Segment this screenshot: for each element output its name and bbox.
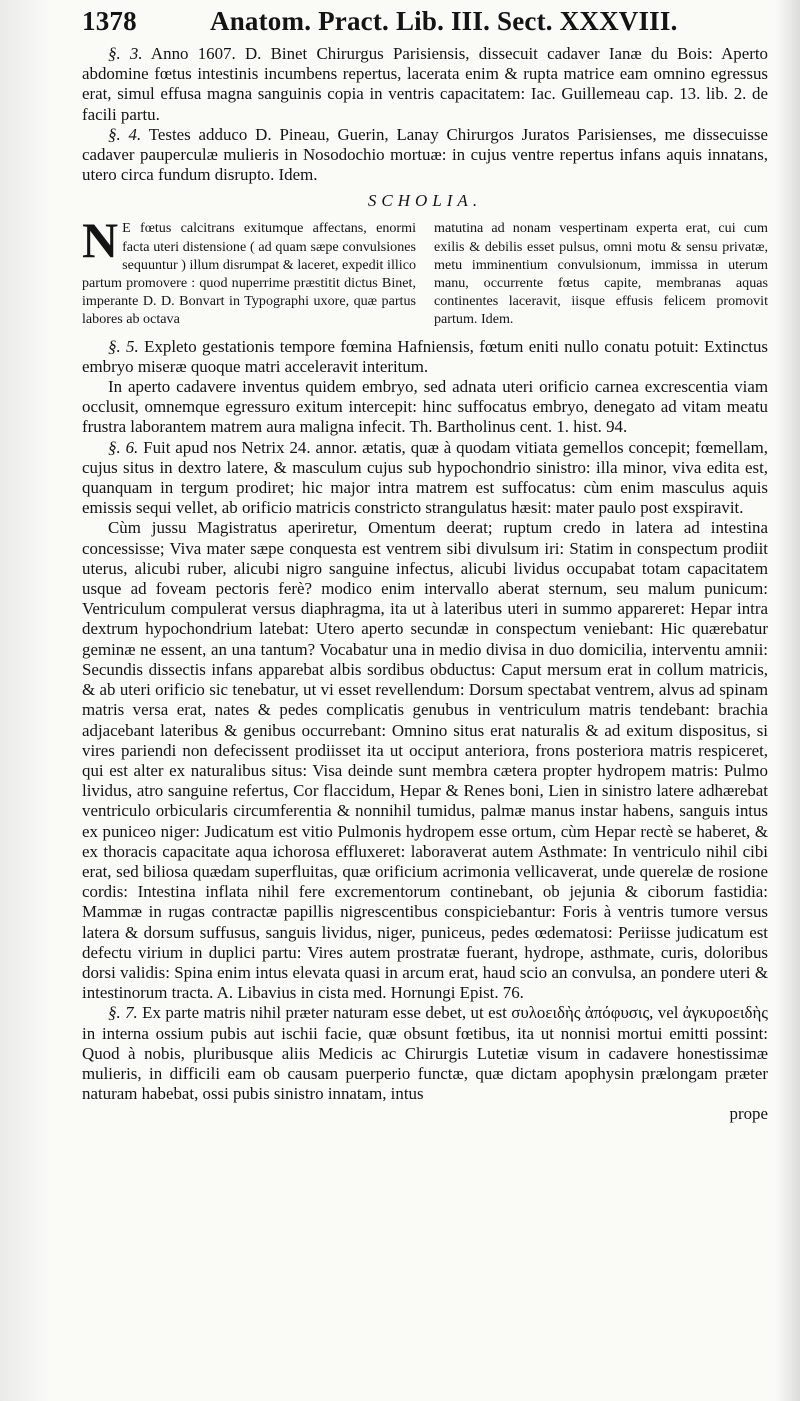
paragraph-text: Ex parte matris nihil præter naturam esse debet, ut est συλοειδὴς ἀπόφυσις, vel ἀγκυροειδὴς in interna ossium pubis aut ischii facie, quæ obsunt fœtibus, ita ut nonnisi mortui emitti possint: Quod à nobis, pluribusque aliis Medicis ac Chirurgis Lutetiæ visum in cadavere honestissimæ mulieris, in difficili eam ob causam puerperio functæ, quæ dictam apophysin prælongam præter naturam habebat, ossi pubis sinistro innatam, intus xyxy=(82,1003,768,1104)
paragraph-s6-cont xyxy=(82,518,768,1003)
section-mark: §. 3. xyxy=(108,44,143,63)
paragraph-text: Cùm jussu Magistratus aperiretur, Omentum deerat; ruptum credo in latera ad intestina concessisse; Viva mater sæpe conquesta est ventrem sibi divulsum iri: Statim in conspectum prodiit uterus, alicubi ruber, alicubi nigro sanguine infectus, alicubi lividus occupabat totam capacitatem usque ad foveam pectoris ferè? modico enim intervallo aberat sternum, seu malum punicum: Ventriculum compulerat versus diaphragma, ita ut à lateribus uteri in summo appareret: Hepar intra dextrum hypochondrium latebat: Utero aperto secundæ in conspectum veniebant: Hic quærebatur geminæ ne essent, an una tantum? Vocabatur una in medio divisa in duo domicilia, interventu amnii: Secundis dissectis infans apparebat albis sordibus obductus: Caput mersum erat in collum matricis, & ab uteri orificio sic tenebatur, ut vi esset revellendum: Dorsum spectabat ventrem, alvus ad spinam matris versa erat, nates & pedes complicatis genubus in ventriculum matris tendebant: brachia adjacebant lateribus & genibus occurrebant: Omnino situs erat naturalis & ad exitum dispositus, si vires pariendi non defecissent prodiisset ita ut occiput anteriora, frons posteriora matris respiceret, qui est alter ex naturalibus situs: Visa deinde sunt membra cætera propter hydropem matris: Pulmo lividus, atro sanguine refertus, Cor flaccidum, Hepar & Renes boni, Lien in sinistro latere adhærebat ventriculo orbicularis circumferentia & nonnihil tumidus, palmæ manus instar habens, sanguis intus ex puniceo niger: Judicatum est vitio Pulmonis hydropem esse ortum, cùm Hepar rectè se haberet, & ex thoracis capacitate aqua ichorosa effluxeret: laboraverat autem Asthmate: In ventriculo nihil cibi erat, sed biliosa quædam superfluitas, quæ orificium acrimonia vellicaverat, unde querelæ de rosione cordis: Intestina inflata nihil fere excrementorum continebant, ob jejunia & ciborum fastidia: Mammæ in rugas contractæ papillis nigrescentibus conspiciebantur: Foris à ventris tumore versus latera & dorsum suffusus, sanguis lividus, niger, puniceus, pedes œdematosi: Periisse judicatum est defectu virium in duplici partu: Vires autem prostratæ fuerant, hydrope, asthmate, curis, doloribus dorsi validis: Spina enim intus elevata quasi in arcum erat, haud scio an convulsa, an pondere uteri & intestinorum tracta. A. Libavius in cista med. Hornungi Epist. 76. xyxy=(82,518,768,1003)
running-head: Anatom. Pract. Lib. III. Sect. XXXVIII. xyxy=(210,6,678,36)
paragraph-s5 xyxy=(82,337,768,377)
section-mark: §. 4. xyxy=(108,124,142,144)
scholia-right-text: matutina ad nonam vespertinam experta erat, cui cum exilis & debilis esset pulsus, omni motu & sensu privatæ, metu imminentium convulsionum, immissa in uterum manu, occurrente fœtus capite, membranas aquas continentes laceravit, iisque effusis felicem promovit partum. Idem. xyxy=(434,220,768,328)
scholia-columns xyxy=(82,212,768,328)
page-header xyxy=(82,0,768,44)
section-mark: §. 5. xyxy=(108,336,139,356)
section-mark: §. 6. xyxy=(108,437,139,457)
paragraph-text: Fuit apud nos Netrix 24. annor. ætatis, quæ à quodam vitiata gemellos concepit; fœmellam, cujus situs in dextro latere, & masculum cujus sub hypochondrio sinistro: illa minor, viva edita est, quanquam in tergum prodiret; hic major intra matrem est suffocatus: cùm enim masculus aquis emissis sequi vellet, ab orificio matricis constricto strangulatus hæsit: mater paulo post exspiravit. xyxy=(82,437,768,518)
paragraph-text: Testes adduco D. Pineau, Guerin, Lanay Chirurgos Juratos Parisienses, me dissecuisse cadaver pauperculæ mulieris in Nosodochio mortuæ: in cujus ventre repertus infans aquis innatans, utero circa fundum disrupto. Idem. xyxy=(82,124,768,185)
page-number: 1378 xyxy=(82,6,137,36)
catchword: prope xyxy=(729,1104,768,1124)
paragraph-s7 xyxy=(82,1003,768,1104)
paragraph-s6 xyxy=(82,438,768,519)
scholia-left-column xyxy=(82,212,416,328)
page-gutter-shadow xyxy=(0,0,50,1401)
scholia-right-column xyxy=(434,219,768,328)
paragraph-text: Expleto gestationis tempore fœmina Hafniensis, fœtum eniti nullo conatu potuit: Extinctus embryo miseræ quoque matri acceleravit interitum. xyxy=(82,336,768,376)
paragraph-text: Anno 1607. D. Binet Chirurgus Parisiensis, dissecuit cadaver Ianæ du Bois: Aperto abdomine fœtus intestinis incumbens repertus, lacerata enim & rupta matrice eam omnino egressus erat, simul effusa magna sanguinis copia in ventris capacitatem: Iac. Guillemeau cap. 13. lib. 2. de facili partu. xyxy=(82,44,768,124)
paragraph-text: In aperto cadavere inventus quidem embryo, sed adnata uteri orificio carnea excrescentia viam occlusit, omnemque egressuro exitum intercepit: hinc suffocatus embryo, denegato ad vitam meatu frustra laborantem matrem aura maligna infecit. Th. Bartholinus cent. 1. hist. 94. xyxy=(82,377,768,437)
scholia-left-text: E fœtus calcitrans exitumque affectans, enormi facta uteri distensione ( ad quam sæpe convulsiones sequuntur ) illum disrumpat & laceret, expedit illico partum promovere : quod nuperrime præstitit dictus Binet, imperante D. D. Bonvart in Typographi uxore, quæ partus labores ab octava xyxy=(82,220,416,328)
drop-cap: N xyxy=(82,212,119,269)
paragraph-s4 xyxy=(82,125,768,186)
scholia-heading: SCHOLIA. xyxy=(367,191,483,211)
paragraph-s3 xyxy=(82,44,768,125)
paragraph-s5-cont xyxy=(82,377,768,438)
page-edge-shadow xyxy=(776,0,800,1401)
section-mark: §. 7. xyxy=(108,1003,138,1023)
